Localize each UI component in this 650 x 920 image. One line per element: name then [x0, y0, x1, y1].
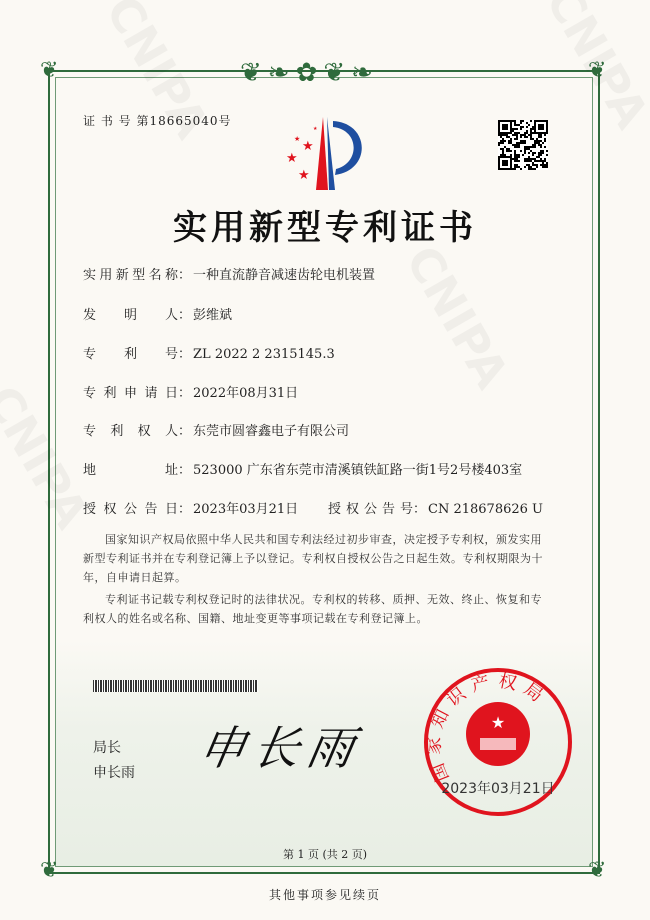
field-label: 实用新型名称 [83, 268, 178, 283]
certificate-number: 证 书 号 第18665040号 [83, 114, 232, 128]
signature: 申长雨 [194, 721, 367, 775]
svg-text:★: ★ [302, 139, 314, 154]
field-label: 授权公告日 [83, 502, 178, 517]
field-label: 专利申请日 [83, 386, 178, 401]
field-label: 地址 [83, 463, 178, 478]
field-row: 专利申请日： 2022年08月31日 [83, 382, 298, 401]
logo-blue-arc [333, 121, 362, 175]
seal-text: 国家知识产权局 [423, 670, 553, 785]
seal-date: 2023年03月21日 [441, 781, 555, 797]
field-value: 东莞市圆睿鑫电子有限公司 [193, 424, 350, 439]
document-title: 实用新型专利证书 [173, 208, 477, 248]
corner-ornament: ❦ [588, 58, 607, 83]
qr-code [498, 120, 548, 170]
field-label: 发明人 [83, 308, 178, 323]
svg-text:★: ★ [490, 713, 506, 732]
field-row: 专利号： ZL 2022 2 2315145.3 [83, 343, 335, 362]
logo-blue-stroke [327, 117, 335, 190]
signatory-name: 申长雨 [93, 765, 135, 781]
field-row: 授权公告日： 2023年03月21日 [83, 498, 298, 517]
field-row: 地址： 523000 广东省东莞市清溪镇铁缸路一街1号2号楼403室 [83, 459, 522, 478]
signatory-title: 局长 [93, 740, 121, 756]
field-value: 2023年03月21日 [193, 502, 299, 517]
svg-text:★: ★ [286, 151, 298, 166]
statement-paragraph: 国家知识产权局依照中华人民共和国专利法经过初步审查，决定授予专利权，颁发实用新型专利证书并在专利登记簿上予以登记。专利权自授权公告之日起生效。专利权期限为十年，自申请日起算。 [83, 533, 543, 584]
national-emblem [466, 702, 530, 766]
official-seal [420, 668, 576, 818]
cnipa-logo [280, 115, 370, 190]
field-label: 授权公告号 [328, 502, 413, 517]
svg-text:★: ★ [313, 126, 318, 132]
field-announcement-number: 授权公告号： CN 218678626 U [328, 498, 543, 517]
field-label: 专利权人 [83, 424, 178, 439]
page-indicator: 第 1 页 (共 2 页) [282, 848, 368, 861]
corner-ornament: ❦ [588, 858, 607, 883]
corner-ornament: ❦ [40, 858, 59, 883]
svg-text:★: ★ [294, 135, 301, 143]
corner-ornament: ❦ [40, 58, 59, 83]
field-row: 实用新型名称： 一种直流静音减速齿轮电机装置 [83, 264, 375, 283]
svg-text:★: ★ [298, 168, 310, 183]
field-value: 523000 广东省东莞市清溪镇铁缸路一街1号2号楼403室 [193, 463, 523, 478]
top-ornament: ❦❧✿❦❧ [240, 58, 379, 88]
field-value: CN 218678626 U [428, 502, 543, 517]
continuation-note: 其他事项参见续页 [268, 888, 381, 902]
field-value: 2022年08月31日 [193, 386, 299, 401]
field-label: 专利号 [83, 347, 178, 362]
field-value: 彭维斌 [193, 308, 233, 323]
barcode [93, 680, 258, 692]
statement-paragraph: 专利证书记载专利权登记时的法律状况。专利权的转移、质押、无效、终止、恢复和专利权人的姓名或名称、国籍、地址变更等事项记载在专利登记簿上。 [83, 593, 542, 625]
field-value: 一种直流静音减速齿轮电机装置 [193, 268, 376, 283]
logo-red-stroke [316, 117, 328, 190]
field-row: 发明人： 彭维斌 [83, 304, 232, 323]
field-value: ZL 2022 2 2315145.3 [193, 347, 335, 362]
field-row: 专利权人： 东莞市圆睿鑫电子有限公司 [83, 420, 349, 439]
